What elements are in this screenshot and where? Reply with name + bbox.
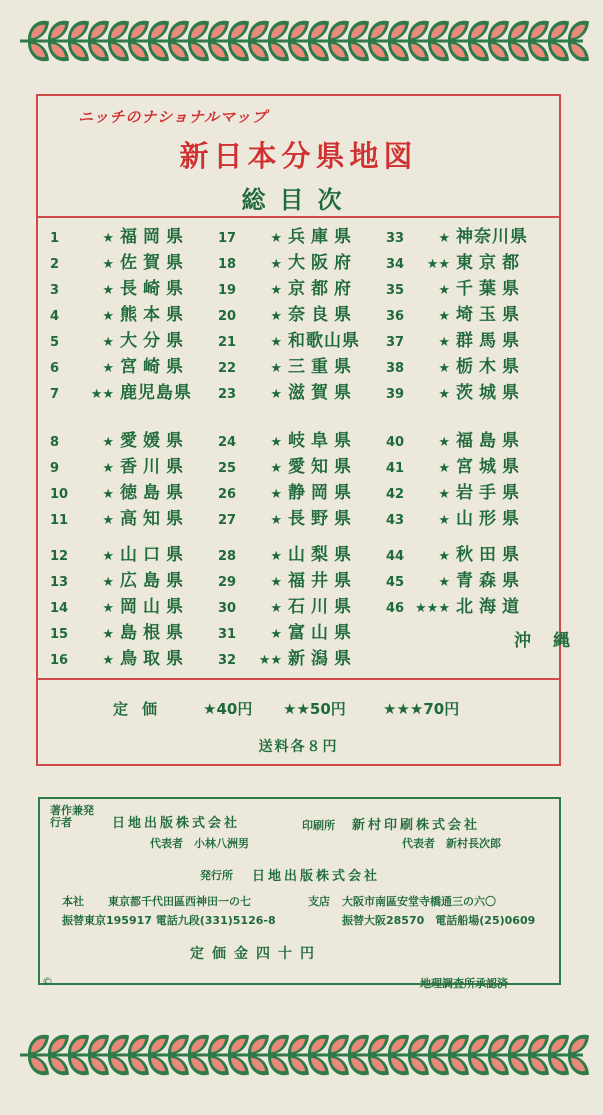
- prefecture-entry: [50, 426, 189, 451]
- prefecture-name: 神奈川県: [456, 227, 528, 247]
- price-label: 定価: [113, 700, 172, 718]
- prefecture-entry: [218, 592, 357, 617]
- prefecture-number: 20: [218, 309, 237, 324]
- prefecture-entry: [444, 626, 592, 651]
- prefecture-entry: [50, 248, 189, 273]
- price-star-icon: ★: [270, 283, 282, 298]
- prefecture-entry: [386, 592, 525, 617]
- prefecture-name: 和歌山県: [288, 331, 360, 351]
- author-representative: 代表者 小林八洲男: [150, 837, 249, 850]
- prefecture-number: 28: [218, 549, 237, 564]
- printer-representative: 代表者 新村長次郎: [402, 837, 501, 850]
- prefecture-number: 32: [218, 653, 237, 668]
- prefecture-name: 山形県: [456, 509, 525, 529]
- prefecture-entry: [218, 644, 357, 669]
- prefecture-number: 24: [218, 435, 237, 450]
- price-star-icon: ★: [270, 461, 282, 476]
- prefecture-name: 北海道: [456, 597, 525, 617]
- prefecture-entry: [218, 540, 357, 565]
- price-star-icon: ★★: [426, 257, 450, 272]
- price-star-icon: ★: [102, 231, 114, 246]
- prefecture-entry: [50, 378, 192, 403]
- price-star-icon: ★: [102, 257, 114, 272]
- price-star-icon: ★: [438, 513, 450, 528]
- price-star-icon: ★: [102, 309, 114, 324]
- prefecture-entry: [50, 566, 189, 591]
- prefecture-entry: [386, 326, 525, 351]
- title-divider: [38, 216, 559, 218]
- price-star-icon: ★: [270, 549, 282, 564]
- prefecture-number: 29: [218, 575, 237, 590]
- prefecture-entry: [386, 300, 525, 325]
- price-star-icon: ★: [438, 361, 450, 376]
- prefecture-name: 岩手県: [456, 483, 525, 503]
- price-total: 定価金四十円: [190, 946, 322, 962]
- prefecture-number: 9: [50, 461, 60, 476]
- prefecture-name: 静岡県: [288, 483, 357, 503]
- prefecture-number: 35: [386, 283, 405, 298]
- prefecture-name: 奈良県: [288, 305, 357, 325]
- prefecture-name: 愛媛県: [120, 431, 189, 451]
- author-label: 著作兼発行者: [50, 804, 94, 829]
- prefecture-name: 三重県: [288, 357, 357, 377]
- price-star-icon: ★: [438, 335, 450, 350]
- hq-address: 東京都千代田區西神田一の七: [108, 895, 251, 908]
- prefecture-number: 14: [50, 601, 69, 616]
- prefecture-number: 39: [386, 387, 405, 402]
- prefecture-number: 37: [386, 335, 405, 350]
- prefecture-name: 京都府: [288, 279, 357, 299]
- prefecture-name: 東京都: [456, 253, 525, 273]
- hq-label: 本社: [62, 895, 84, 908]
- prefecture-entry: [50, 478, 189, 503]
- price-star-icon: ★: [102, 335, 114, 350]
- postage-note: 送料各８円: [258, 739, 339, 755]
- issuer-name: 日地出版株式会社: [252, 869, 381, 884]
- page-title: 新日本分県地図: [179, 139, 418, 173]
- branch-transfer: 振替大阪28570 電話船場(25)0609: [342, 914, 536, 927]
- prefecture-number: 18: [218, 257, 237, 272]
- price-star-icon: ★: [102, 435, 114, 450]
- prefecture-name: 香川県: [120, 457, 189, 477]
- prefecture-number: 30: [218, 601, 237, 616]
- prefecture-entry: [386, 426, 525, 451]
- prefecture-entry: [50, 222, 189, 247]
- prefecture-entry: [50, 618, 189, 643]
- prefecture-number: 36: [386, 309, 405, 324]
- price-star-icon: ★: [102, 627, 114, 642]
- price-star-icon: ★: [102, 283, 114, 298]
- price-star-icon: ★: [102, 487, 114, 502]
- prefecture-name: 富山県: [288, 623, 357, 643]
- prefecture-name: 兵庫県: [288, 227, 357, 247]
- prefecture-number: 46: [386, 601, 405, 616]
- prefecture-entry: [386, 504, 525, 529]
- prefecture-entry: [386, 222, 528, 247]
- prefecture-entry: [218, 248, 357, 273]
- prefecture-name: 広島県: [120, 571, 189, 591]
- page-subtitle: 総目次: [241, 186, 356, 214]
- price-star-icon: ★: [102, 601, 114, 616]
- price-star-icon: ★: [438, 309, 450, 324]
- price-star-icon: ★: [102, 653, 114, 668]
- survey-approval: 地理調査所承認済: [420, 977, 508, 990]
- branch-label: 支店: [308, 895, 330, 908]
- prefecture-name: 石川県: [288, 597, 357, 617]
- price-tier-1: ★40円: [203, 700, 253, 718]
- prefecture-number: 21: [218, 335, 237, 350]
- prefecture-entry: [386, 478, 525, 503]
- price-star-icon: ★: [270, 361, 282, 376]
- prefecture-entry: [218, 352, 357, 377]
- prefecture-entry: [50, 540, 189, 565]
- prefecture-number: 41: [386, 461, 405, 476]
- prefecture-number: 13: [50, 575, 69, 590]
- prefecture-number: 27: [218, 513, 237, 528]
- price-tier-2: ★★50円: [283, 700, 346, 718]
- prefecture-number: 34: [386, 257, 405, 272]
- price-star-icon: ★: [270, 231, 282, 246]
- prefecture-number: 5: [50, 335, 60, 350]
- price-star-icon: ★: [438, 461, 450, 476]
- prefecture-number: 16: [50, 653, 69, 668]
- prefecture-name: 群馬県: [456, 331, 525, 351]
- printer-name: 新村印刷株式会社: [352, 818, 481, 833]
- prefecture-name: 埼玉県: [456, 305, 525, 325]
- prefecture-number: 42: [386, 487, 405, 502]
- issuer-label: 発行所: [200, 869, 233, 882]
- prefecture-name: 岡山県: [120, 597, 189, 617]
- prefecture-number: 10: [50, 487, 69, 502]
- prefecture-name: 茨城県: [456, 383, 525, 403]
- prefecture-entry: [386, 452, 525, 477]
- price-star-icon: ★: [438, 283, 450, 298]
- prefecture-entry: [386, 540, 525, 565]
- publisher-box: [38, 797, 561, 985]
- price-star-icon: ★★: [90, 387, 114, 402]
- prefecture-name: 鳥取県: [120, 649, 189, 669]
- prefecture-entry: [50, 352, 189, 377]
- prefecture-number: 11: [50, 513, 69, 528]
- prefecture-name: 栃木県: [456, 357, 525, 377]
- prefecture-entry: [218, 300, 357, 325]
- prefecture-name: 岐阜県: [288, 431, 357, 451]
- prefecture-entry: [50, 644, 189, 669]
- prefecture-number: 8: [50, 435, 60, 450]
- prefecture-name: 山口県: [120, 545, 189, 565]
- price-star-icon: ★: [270, 575, 282, 590]
- price-star-icon: ★: [102, 513, 114, 528]
- prefecture-entry: [50, 452, 189, 477]
- price-star-icon: ★: [270, 513, 282, 528]
- price-star-icon: ★: [102, 549, 114, 564]
- leaf-border-top: [14, 8, 589, 74]
- prefecture-name: 宮崎県: [120, 357, 189, 377]
- prefecture-number: 6: [50, 361, 60, 376]
- prefecture-number: 31: [218, 627, 237, 642]
- price-star-icon: ★: [438, 549, 450, 564]
- prefecture-name: 愛知県: [288, 457, 357, 477]
- prefecture-number: 19: [218, 283, 237, 298]
- prefecture-name: 熊本県: [120, 305, 189, 325]
- prefecture-name: 佐賀県: [120, 253, 189, 273]
- series-name: ニッチのナショナルマップ: [78, 108, 268, 126]
- prefecture-number: 12: [50, 549, 69, 564]
- prefecture-entry: [218, 274, 357, 299]
- prefecture-entry: [50, 326, 189, 351]
- prefecture-name: 島根県: [120, 623, 189, 643]
- prefecture-number: 44: [386, 549, 405, 564]
- price-star-icon: ★: [270, 627, 282, 642]
- prefecture-name: 鹿児島県: [120, 383, 192, 403]
- prefecture-name: 高知県: [120, 509, 189, 529]
- prefecture-name: 沖縄: [514, 631, 592, 651]
- prefecture-entry: [386, 566, 525, 591]
- prefecture-name: 千葉県: [456, 279, 525, 299]
- price-star-icon: ★: [270, 335, 282, 350]
- prefecture-name: 福島県: [456, 431, 525, 451]
- prefecture-number: 1: [50, 231, 60, 246]
- price-star-icon: ★: [438, 435, 450, 450]
- prefecture-number: 7: [50, 387, 60, 402]
- prefecture-entry: [218, 566, 357, 591]
- price-star-icon: ★★: [258, 653, 282, 668]
- price-star-icon: ★: [438, 231, 450, 246]
- prefecture-entry: [50, 300, 189, 325]
- prefecture-number: 22: [218, 361, 237, 376]
- copyright-mark: ©: [42, 975, 53, 988]
- prefecture-name: 宮城県: [456, 457, 525, 477]
- price-divider: [38, 678, 559, 680]
- contents-box: [36, 94, 592, 766]
- prefecture-entry: [218, 378, 357, 403]
- prefecture-entry: [386, 274, 525, 299]
- prefecture-number: 45: [386, 575, 405, 590]
- author-name: 日地出版株式会社: [112, 816, 241, 831]
- prefecture-number: 33: [386, 231, 405, 246]
- prefecture-entry: [218, 326, 360, 351]
- prefecture-entry: [50, 274, 189, 299]
- prefecture-number: 2: [50, 257, 60, 272]
- branch-address: 大阪市南區安堂寺橋通三の六〇: [342, 895, 496, 908]
- price-star-icon: ★: [102, 461, 114, 476]
- printer-label: 印刷所: [302, 819, 335, 832]
- leaf-border-bottom: [14, 1022, 589, 1088]
- prefecture-name: 滋賀県: [288, 383, 357, 403]
- price-star-icon: ★: [438, 387, 450, 402]
- prefecture-number: 15: [50, 627, 69, 642]
- price-star-icon: ★: [270, 487, 282, 502]
- prefecture-name: 山梨県: [288, 545, 357, 565]
- prefecture-number: 40: [386, 435, 405, 450]
- prefecture-number: 17: [218, 231, 237, 246]
- price-tier-3: ★★★70円: [383, 700, 460, 718]
- prefecture-name: 福井県: [288, 571, 357, 591]
- prefecture-entry: [218, 426, 357, 451]
- hq-transfer: 振替東京195917 電話九段(331)5126-8: [62, 914, 276, 927]
- prefecture-entry: [386, 352, 525, 377]
- prefecture-number: 4: [50, 309, 60, 324]
- prefecture-entry: [50, 504, 189, 529]
- prefecture-number: 23: [218, 387, 237, 402]
- prefecture-entry: [218, 618, 357, 643]
- prefecture-name: 青森県: [456, 571, 525, 591]
- price-star-icon: ★: [270, 435, 282, 450]
- prefecture-number: 38: [386, 361, 405, 376]
- price-star-icon: ★: [270, 387, 282, 402]
- prefecture-name: 長崎県: [120, 279, 189, 299]
- prefecture-entry: [218, 504, 357, 529]
- price-star-icon: ★: [270, 309, 282, 324]
- prefecture-name: 徳島県: [120, 483, 189, 503]
- prefecture-number: 25: [218, 461, 237, 476]
- price-star-icon: ★: [102, 361, 114, 376]
- price-star-icon: ★★★: [415, 601, 450, 616]
- prefecture-entry: [218, 452, 357, 477]
- prefecture-entry: [218, 478, 357, 503]
- prefecture-number: 3: [50, 283, 60, 298]
- price-star-icon: ★: [270, 601, 282, 616]
- prefecture-entry: [218, 222, 357, 247]
- price-star-icon: ★: [102, 575, 114, 590]
- prefecture-number: 26: [218, 487, 237, 502]
- prefecture-name: 福岡県: [120, 227, 189, 247]
- price-star-icon: ★: [438, 487, 450, 502]
- prefecture-entry: [386, 248, 525, 273]
- prefecture-name: 長野県: [288, 509, 357, 529]
- prefecture-name: 大阪府: [288, 253, 357, 273]
- prefecture-number: 43: [386, 513, 405, 528]
- prefecture-entry: [50, 592, 189, 617]
- prefecture-name: 大分県: [120, 331, 189, 351]
- prefecture-entry: [386, 378, 525, 403]
- prefecture-name: 秋田県: [456, 545, 525, 565]
- prefecture-name: 新潟県: [288, 649, 357, 669]
- price-star-icon: ★: [270, 257, 282, 272]
- price-star-icon: ★: [438, 575, 450, 590]
